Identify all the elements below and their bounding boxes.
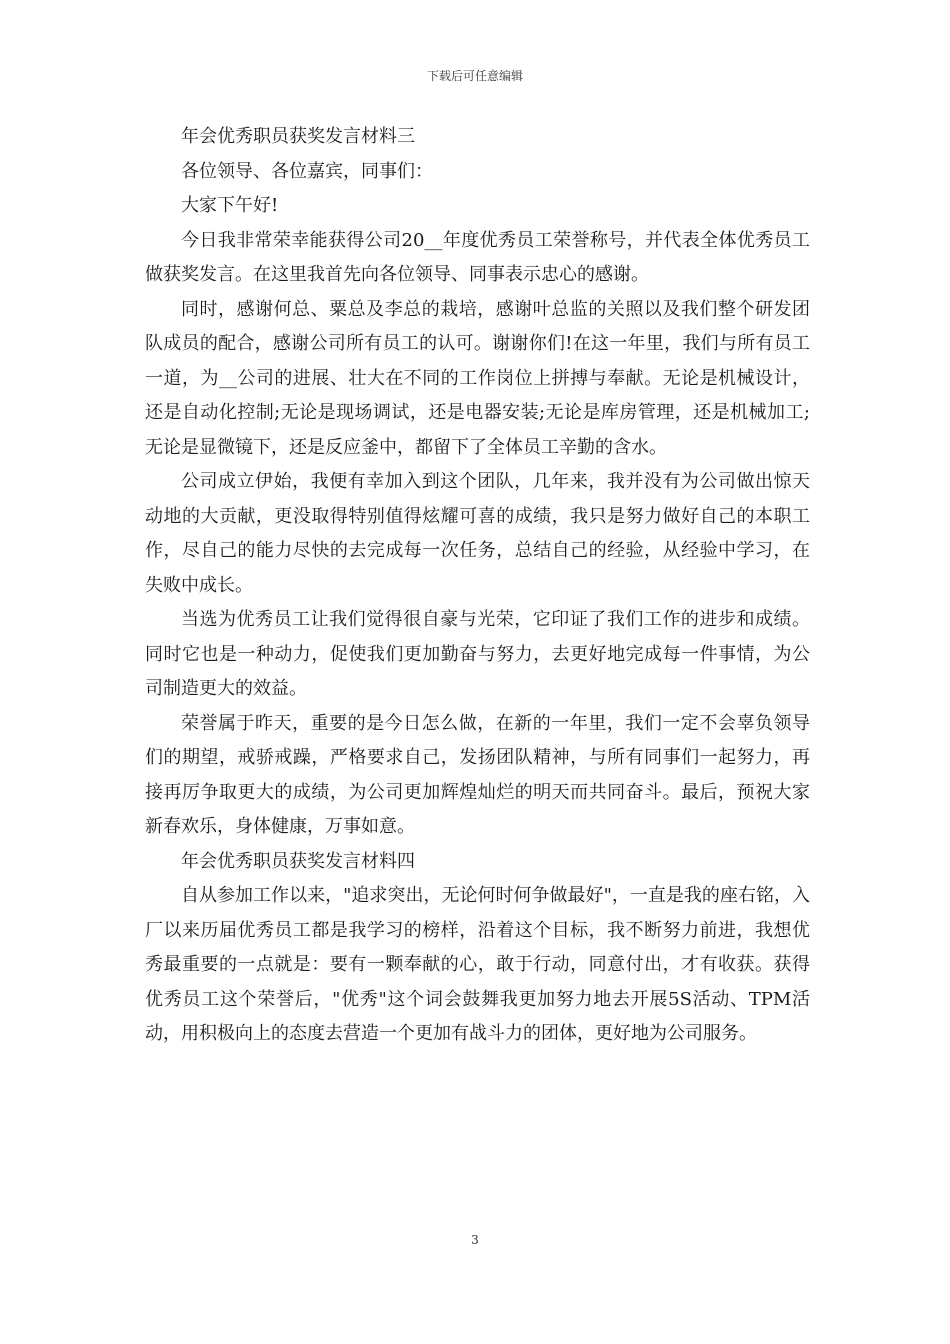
document-body (145, 120, 810, 1052)
page-number: 3 (471, 1233, 479, 1247)
greeting: 大家下午好! (181, 195, 279, 216)
body-paragraph: 公司成立伊始，我便有幸加入到这个团队，几年来，我并没有为公司做出惊天动地的大贡献，更没取得特别值得炫耀可喜的成绩，我只是努力做好自己的本职工作，尽自己的能力尽快的去完成每一次任务，总结自己的经验，从经验中学习，在失败中成长。 (145, 471, 810, 596)
body-paragraph: 自从参加工作以来，"追求突出，无论何时何争做最好"，一直是我的座右铭，入厂以来历届优秀员工都是我学习的榜样，沿着这个目标，我不断努力前进，我想优秀最重要的一点就是：要有一颗奉献的心，敢于行动，同意付出，才有收获。获得优秀员工这个荣誉后，"优秀"这个词会鼓舞我更加努力地去开展5S活动、TPM活动，用积极向上的态度去营造一个更加有战斗力的团体，更好地为公司服务。 (145, 885, 810, 1044)
salutation: 各位领导、各位嘉宾，同事们： (181, 160, 433, 182)
body-paragraph: 同时，感谢何总、粟总及李总的栽培，感谢叶总监的关照以及我们整个研发团队成员的配合，感谢公司所有员工的认可。谢谢你们!在这一年里，我们与所有员工一道，为__公司的进展、壮大在不同的工作岗位上拼搏与奉献。无论是机械设计，还是自动化控制;无论是现场调试，还是电器安装;无论是库房管理，还是机械加工;无论是显微镜下，还是反应釜中，都留下了全体员工辛勤的含水。 (145, 298, 810, 458)
body-paragraph: 当选为优秀员工让我们觉得很自豪与光荣，它印证了我们工作的进步和成绩。同时它也是一种动力，促使我们更加勤奋与努力，去更好地完成每一件事情，为公司制造更大的效益。 (145, 609, 810, 699)
body-paragraph: 荣誉属于昨天，重要的是今日怎么做，在新的一年里，我们一定不会辜负领导们的期望，戒骄戒躁，严格要求自己，发扬团队精神，与所有同事们一起努力，再接再厉争取更大的成绩，为公司更加辉煌灿烂的明天而共同奋斗。最后，预祝大家新春欢乐，身体健康，万事如意。 (145, 712, 810, 837)
page-header: 下载后可任意编辑 (426, 69, 523, 83)
body-paragraph: 今日我非常荣幸能获得公司20__年度优秀员工荣誉称号，并代表全体优秀员工做获奖发言。在这里我首先向各位领导、同事表示忠心的感谢。 (145, 229, 810, 285)
section-title: 年会优秀职员获奖发言材料三 (181, 126, 415, 147)
section-title: 年会优秀职员获奖发言材料四 (181, 850, 415, 872)
